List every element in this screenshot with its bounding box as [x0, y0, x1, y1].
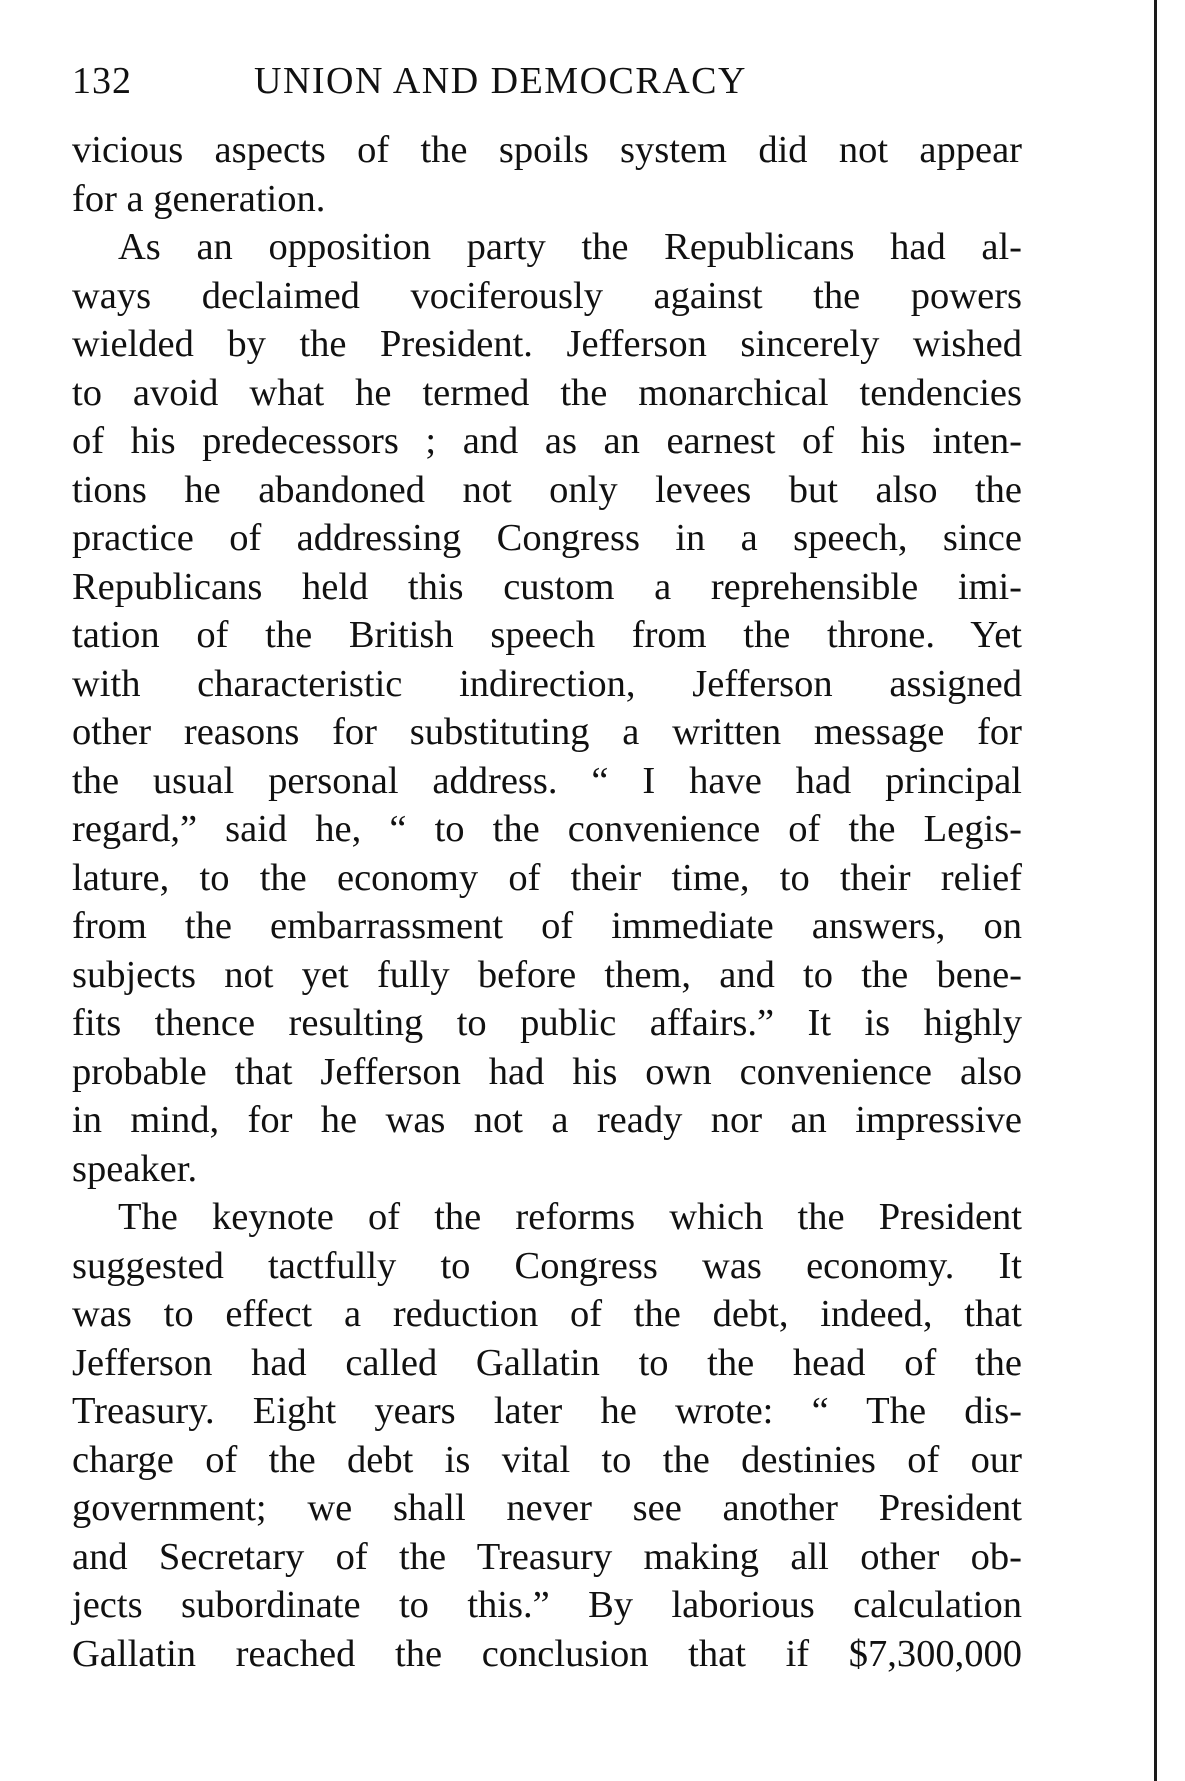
text-line: wielded by the President. Jefferson sincerely wished — [72, 323, 1022, 365]
text-line: lature, to the economy of their time, to their relief — [72, 856, 1022, 899]
text-line: As an opposition party the Republicans had al- — [118, 226, 1022, 268]
text-line: from the embarrassment of immediate answers, on — [72, 905, 1022, 947]
text-line: vicious aspects of the spoils system did not appear — [72, 129, 1022, 171]
text-line: tions he abandoned not only levees but also the — [72, 468, 1022, 511]
text-line: with characteristic indirection, Jefferson assigned — [72, 662, 1022, 705]
text-line: suggested tactfully to Congress was economy. It — [72, 1244, 1022, 1287]
text-line: Gallatin reached the conclusion that if $7,300,000 — [72, 1632, 1022, 1675]
text-line: subjects not yet fully before them, and to the bene- — [72, 953, 1022, 996]
text-line: government; we shall never see another President — [72, 1487, 1022, 1529]
text-line: Jefferson had called Gallatin to the head of the — [72, 1341, 1022, 1384]
text-line: Republicans held this custom a reprehensible imi- — [72, 565, 1022, 608]
text-line: Treasury. Eight years later he wrote: “ The dis- — [72, 1390, 1022, 1432]
text-line: regard,” said he, “ to the convenience of the Legis- — [72, 808, 1022, 850]
page-number: 132 — [72, 60, 132, 102]
running-head: UNION AND DEMOCRACY — [254, 60, 747, 102]
text-line: practice of addressing Congress in a speech, since — [72, 517, 1022, 559]
text-line: tation of the British speech from the throne. Yet — [72, 614, 1022, 656]
text-line: charge of the debt is vital to the destinies of our — [72, 1438, 1022, 1481]
text-line: ways declaimed vociferously against the powers — [72, 274, 1022, 317]
body-text — [72, 126, 1022, 1678]
page-header — [72, 56, 1022, 106]
text-line: to avoid what he termed the monarchical tendencies — [72, 371, 1022, 414]
text-line: of his predecessors ; and as an earnest of his inten- — [72, 420, 1022, 462]
text-line: the usual personal address. “ I have had principal — [72, 759, 1022, 802]
text-line: for a generation. — [72, 177, 326, 220]
text-line: fits thence resulting to public affairs.” It is highly — [72, 1002, 1022, 1044]
text-line: was to effect a reduction of the debt, indeed, that — [72, 1293, 1022, 1335]
text-line: in mind, for he was not a ready nor an impressive — [72, 1099, 1022, 1141]
page-edge-rule — [1154, 0, 1157, 1781]
text-line: probable that Jefferson had his own convenience also — [72, 1050, 1022, 1093]
text-line: speaker. — [72, 1147, 198, 1190]
text-line: jects subordinate to this.” By laborious calculation — [72, 1584, 1022, 1626]
text-line: The keynote of the reforms which the President — [118, 1196, 1022, 1238]
text-line: and Secretary of the Treasury making all other ob- — [72, 1535, 1022, 1578]
text-line: other reasons for substituting a written message for — [72, 711, 1022, 753]
